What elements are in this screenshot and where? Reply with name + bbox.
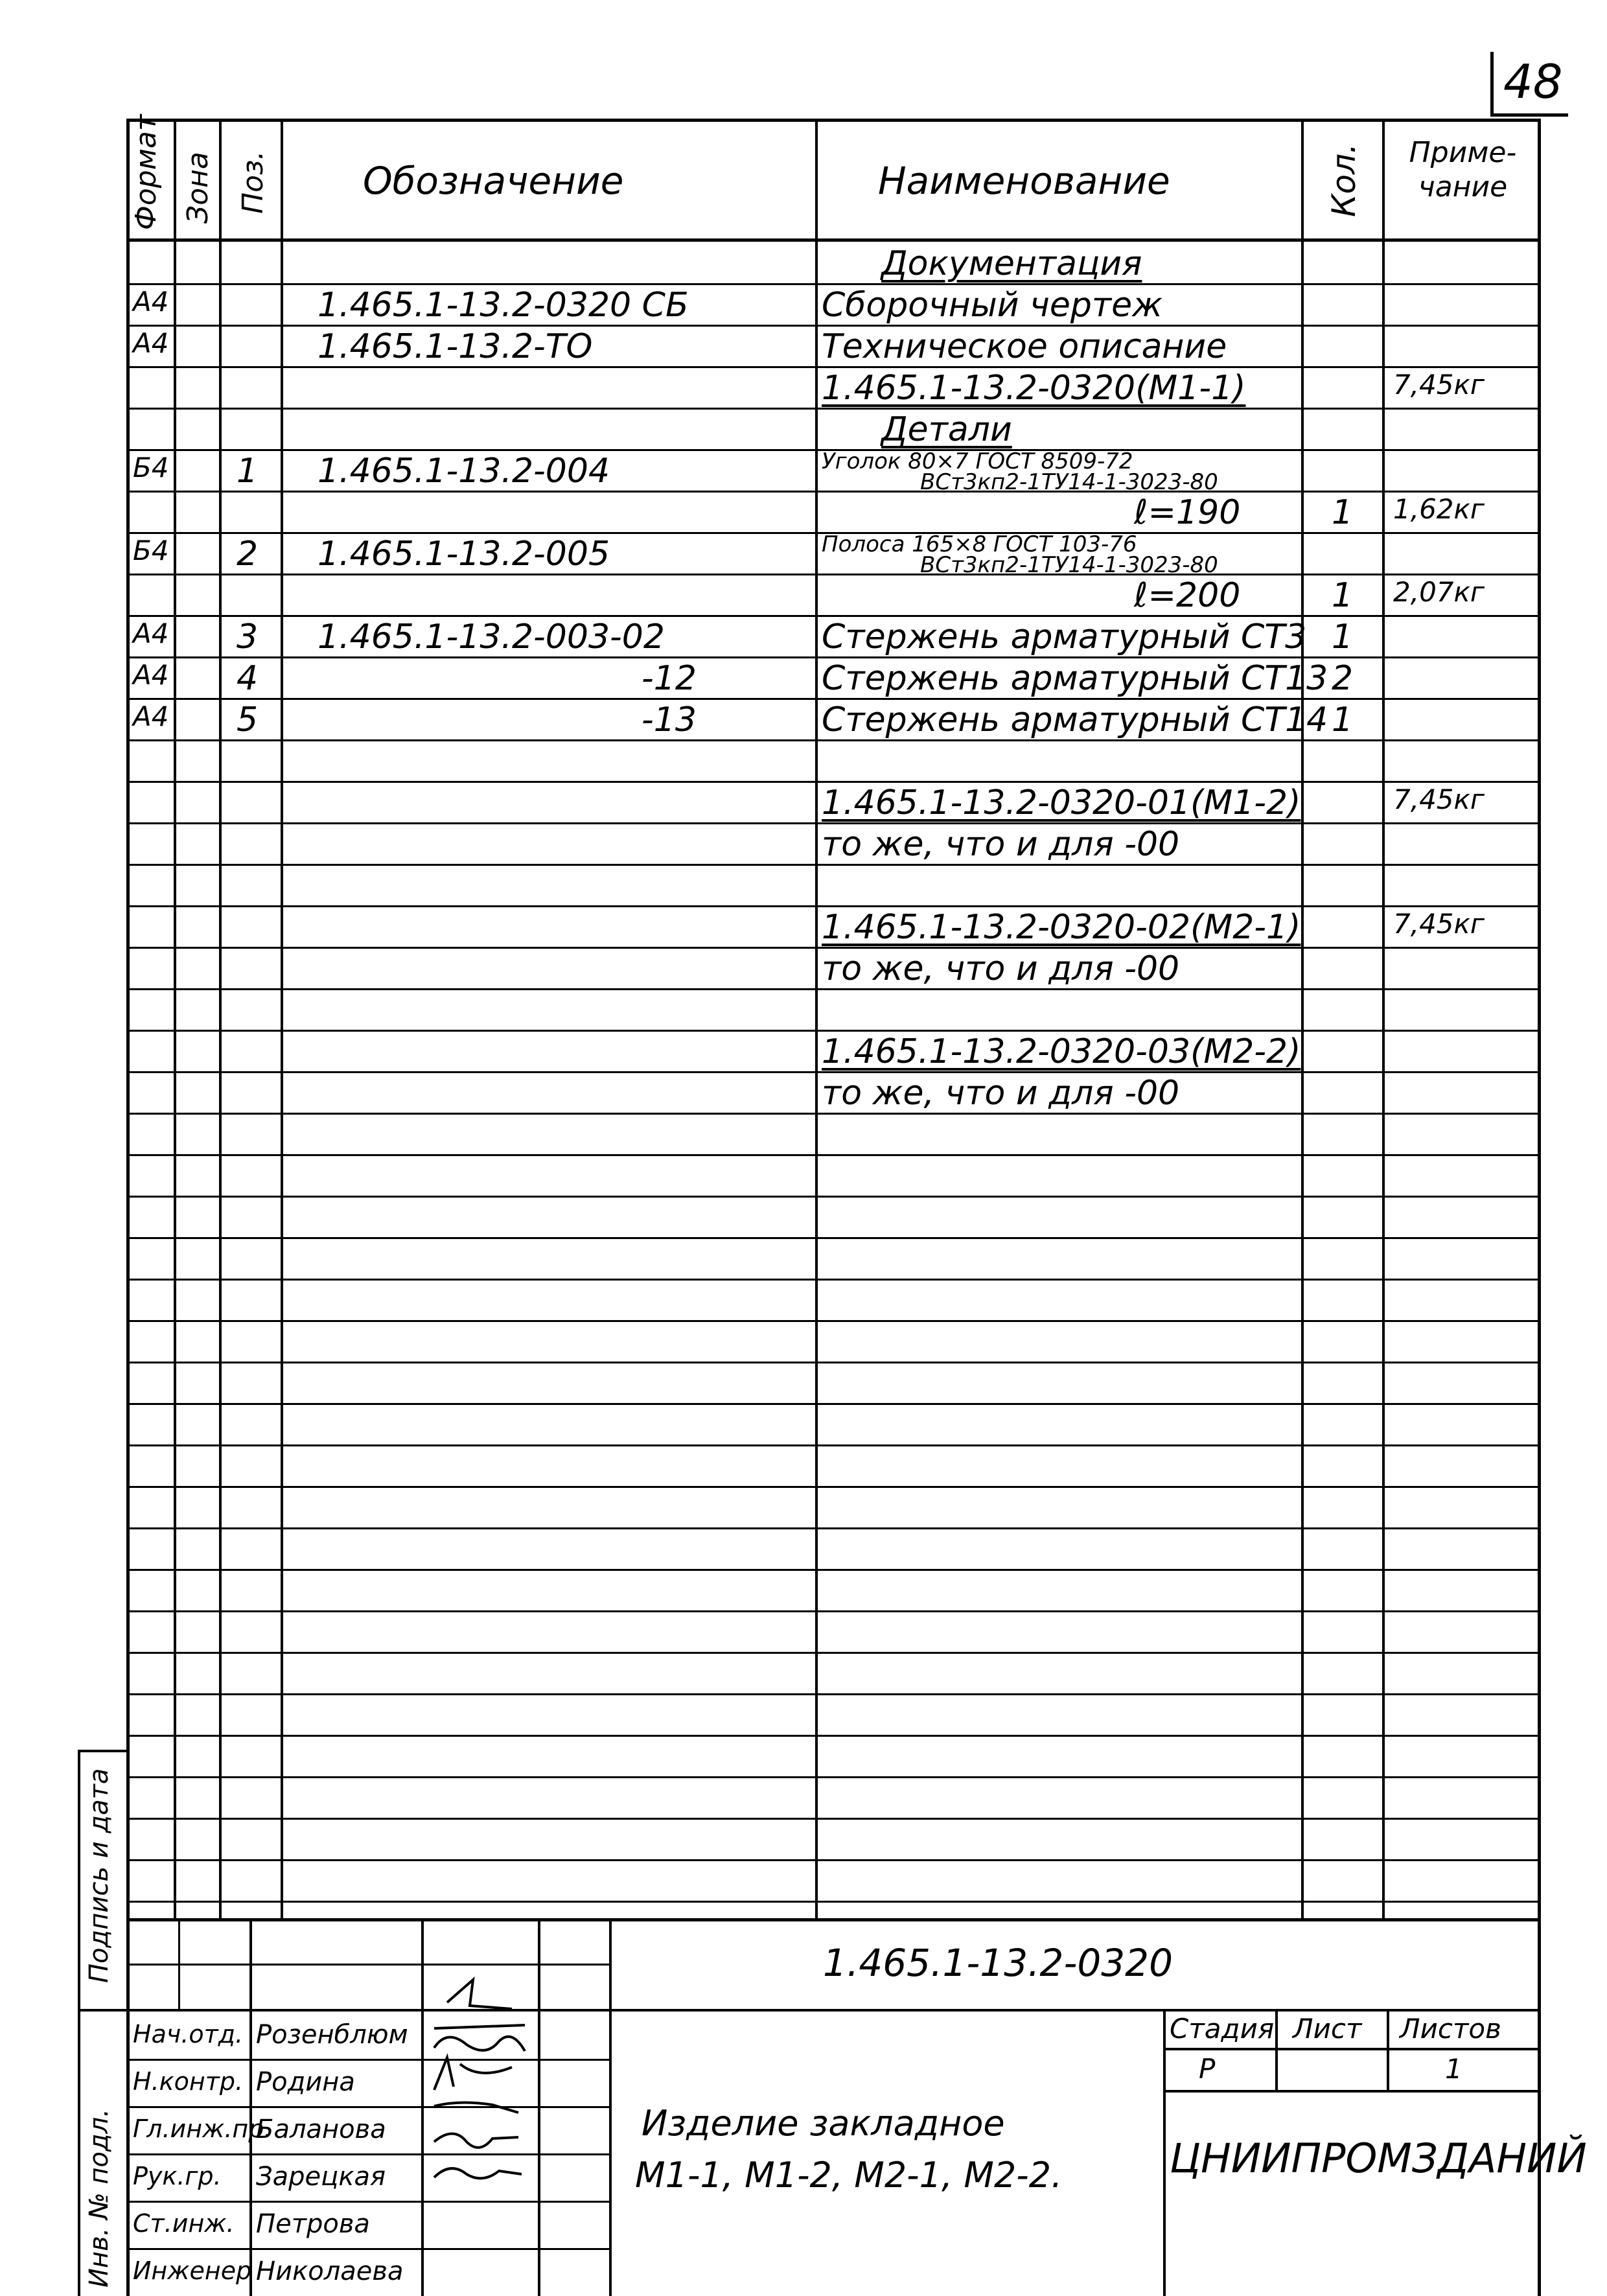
side-stamp-inv: Инв. № подл. — [84, 2109, 114, 2288]
cell-designation: 1.465.1-13.2-0320 СБ — [318, 286, 689, 325]
cell-note: 1,62кг — [1393, 493, 1485, 525]
person-name: Баланова — [256, 2115, 386, 2144]
cell-name: ℓ=200 — [1134, 576, 1241, 615]
col-sep-pos — [281, 119, 283, 1918]
cell-pos: 3 — [237, 618, 259, 656]
row-line — [128, 1444, 1540, 1446]
side-stamp-sign: Подпись и дата — [84, 1768, 114, 1983]
cell-qty: 1 — [1332, 493, 1354, 532]
cell-designation: 1.465.1-13.2-005 — [318, 535, 610, 574]
cell-name-line2: ВСт3кп2-1ТУ14-1-3023-80 — [920, 552, 1218, 578]
titleblock-sheet-label: Лист — [1293, 2013, 1362, 2045]
row-line — [128, 1403, 1540, 1405]
cell-format: А4 — [133, 286, 169, 318]
row-line — [128, 1776, 1540, 1778]
cell-qty: 1 — [1332, 618, 1354, 656]
cell-pos: 1 — [237, 452, 259, 491]
row-line — [128, 574, 1540, 575]
header-pos: Поз. — [237, 150, 270, 214]
header-bottom — [126, 238, 1541, 242]
cell-name: 1.465.1-13.2-0320-03(М2-2) — [822, 1032, 1301, 1071]
titleblock-code: 1.465.1-13.2-0320 — [823, 1941, 1173, 1985]
header-format: Формат — [130, 114, 163, 230]
titleblock-sheets-label: Листов — [1400, 2013, 1501, 2045]
frame-right — [1538, 119, 1541, 2296]
person-name: Петрова — [256, 2209, 370, 2239]
cell-qty: 1 — [1332, 576, 1354, 615]
side-stamp-sep — [78, 2009, 130, 2012]
col-sep-zone — [219, 119, 222, 1918]
cell-format: Б4 — [133, 452, 169, 483]
row-line — [128, 1154, 1540, 1156]
page-number-rule — [1490, 52, 1494, 117]
row-line — [128, 864, 1540, 866]
row-line — [128, 1569, 1540, 1571]
titleblock-stage-label: Стадия — [1170, 2013, 1275, 2045]
cell-note: 2,07кг — [1393, 576, 1485, 608]
row-line — [128, 1362, 1540, 1363]
frame-left — [126, 119, 130, 2296]
person-name: Розенблюм — [256, 2020, 408, 2050]
row-line — [128, 1320, 1540, 1322]
person-name: Зарецкая — [256, 2162, 386, 2192]
titleblock-sheets: 1 — [1445, 2053, 1462, 2085]
row-line — [128, 1901, 1540, 1903]
row-line — [128, 1237, 1540, 1239]
cell-note: 7,45кг — [1393, 783, 1485, 815]
cell-name: 1.465.1-13.2-0320-02(М2-1) — [822, 908, 1301, 947]
frame-top — [126, 119, 1541, 122]
titleblock-org-h — [1163, 2090, 1541, 2093]
row-line — [128, 1652, 1540, 1654]
cell-format: А4 — [133, 618, 169, 649]
row-line — [128, 947, 1540, 949]
cell-format: А4 — [133, 659, 169, 691]
row-line — [128, 1735, 1540, 1737]
cell-name: Полоса 165×8 ГОСТ 103-76 — [822, 531, 1137, 557]
side-stamp-line — [78, 1750, 80, 2296]
row-line — [128, 739, 1540, 741]
col-sep-qty — [1382, 119, 1385, 1918]
person-role: Н.контр. — [133, 2067, 244, 2096]
cell-format: А4 — [133, 327, 169, 359]
signatures-drawing — [421, 1918, 538, 2296]
cell-designation: 1.465.1-13.2-003-02 — [318, 618, 665, 656]
titleblock-stage: Р — [1199, 2053, 1216, 2085]
cell-pos: 4 — [237, 659, 259, 698]
person-role: Нач.отд. — [133, 2020, 244, 2048]
cell-designation: 1.465.1-13.2-004 — [318, 452, 610, 491]
cell-name: Детали — [881, 410, 1012, 449]
row-line — [128, 366, 1540, 368]
cell-pos: 2 — [237, 535, 259, 574]
person-role: Ст.инж. — [133, 2209, 235, 2238]
side-stamp-top — [78, 1750, 130, 1752]
row-line — [128, 408, 1540, 410]
cell-qty: 1 — [1332, 701, 1354, 739]
cell-name: Стержень арматурный СТ3 — [822, 618, 1307, 656]
row-line — [128, 1486, 1540, 1488]
row-line — [128, 1071, 1540, 1073]
cell-name: Уголок 80×7 ГОСТ 8509-72 — [822, 448, 1133, 474]
cell-name: то же, что и для -00 — [822, 825, 1180, 864]
cell-name: Техническое описание — [822, 327, 1227, 366]
titleblock-title: Изделие закладное — [642, 2103, 1005, 2144]
row-line — [128, 1113, 1540, 1115]
row-line — [128, 491, 1540, 493]
cell-name: Стержень арматурный СТ13 — [822, 659, 1328, 698]
row-line — [128, 905, 1540, 907]
titleblock-v-stage — [1163, 2009, 1166, 2296]
row-line — [128, 698, 1540, 700]
cell-name: Документация — [881, 244, 1142, 283]
cell-name: то же, что и для -00 — [822, 949, 1180, 988]
cell-name: то же, что и для -00 — [822, 1074, 1180, 1113]
header-name: Наименование — [878, 159, 1170, 203]
cell-name: ℓ=190 — [1134, 493, 1241, 532]
row-line — [128, 781, 1540, 783]
person-name: Николаева — [256, 2256, 404, 2286]
row-line — [128, 1818, 1540, 1820]
row-line — [128, 988, 1540, 990]
person-name: Родина — [256, 2067, 355, 2097]
cell-designation: 1.465.1-13.2-ТО — [318, 327, 593, 366]
titleblock-top — [126, 1918, 1541, 1921]
col-sep-designation — [815, 119, 818, 1918]
cell-name: 1.465.1-13.2-0320(М1-1) — [822, 369, 1246, 408]
person-role: Гл.инж.пр. — [133, 2115, 272, 2143]
cell-pos: 5 — [237, 701, 259, 739]
row-line — [128, 1859, 1540, 1861]
row-line — [128, 822, 1540, 824]
header-zone: Зона — [181, 152, 214, 224]
cell-format: Б4 — [133, 535, 169, 566]
cell-name: Стержень арматурный СТ14 — [822, 701, 1328, 739]
row-line — [128, 1610, 1540, 1612]
col-sep-name — [1301, 119, 1304, 1918]
row-line — [128, 656, 1540, 658]
row-line — [128, 1030, 1540, 1032]
header-qty: Кол. — [1325, 143, 1363, 217]
person-role: Инженер — [133, 2256, 252, 2285]
header-note: Приме-чание — [1409, 136, 1517, 203]
titleblock-org: ЦНИИПРОМЗДАНИЙ — [1170, 2135, 1587, 2182]
row-line — [128, 283, 1540, 285]
cell-designation: -12 — [642, 659, 697, 698]
titleblock-subtitle: М1-1, М1-2, М2-1, М2-2. — [635, 2155, 1063, 2196]
page-number: 48 — [1503, 54, 1563, 109]
header-designation: Обозначение — [363, 159, 624, 203]
titleblock-sep — [126, 2009, 1541, 2012]
row-line — [128, 1693, 1540, 1695]
row-line — [128, 615, 1540, 617]
cell-name: 1.465.1-13.2-0320-01(М1-2) — [822, 783, 1301, 822]
col-sep-format — [174, 119, 176, 1918]
person-role: Рук.гр. — [133, 2162, 222, 2190]
row-line — [128, 325, 1540, 327]
page-number-rule-h — [1490, 113, 1568, 117]
titleblock-stage-h — [1163, 2048, 1541, 2050]
cell-designation: -13 — [642, 701, 697, 739]
cell-qty: 2 — [1332, 659, 1354, 698]
row-line — [128, 1196, 1540, 1198]
titleblock-v1 — [609, 1918, 612, 2296]
row-line — [128, 1527, 1540, 1529]
cell-note: 7,45кг — [1393, 908, 1485, 940]
row-line — [128, 1279, 1540, 1281]
cell-name: Сборочный чертеж — [822, 286, 1162, 325]
cell-name-line2: ВСт3кп2-1ТУ14-1-3023-80 — [920, 469, 1218, 495]
cell-format: А4 — [133, 701, 169, 732]
cell-note: 7,45кг — [1393, 369, 1485, 400]
